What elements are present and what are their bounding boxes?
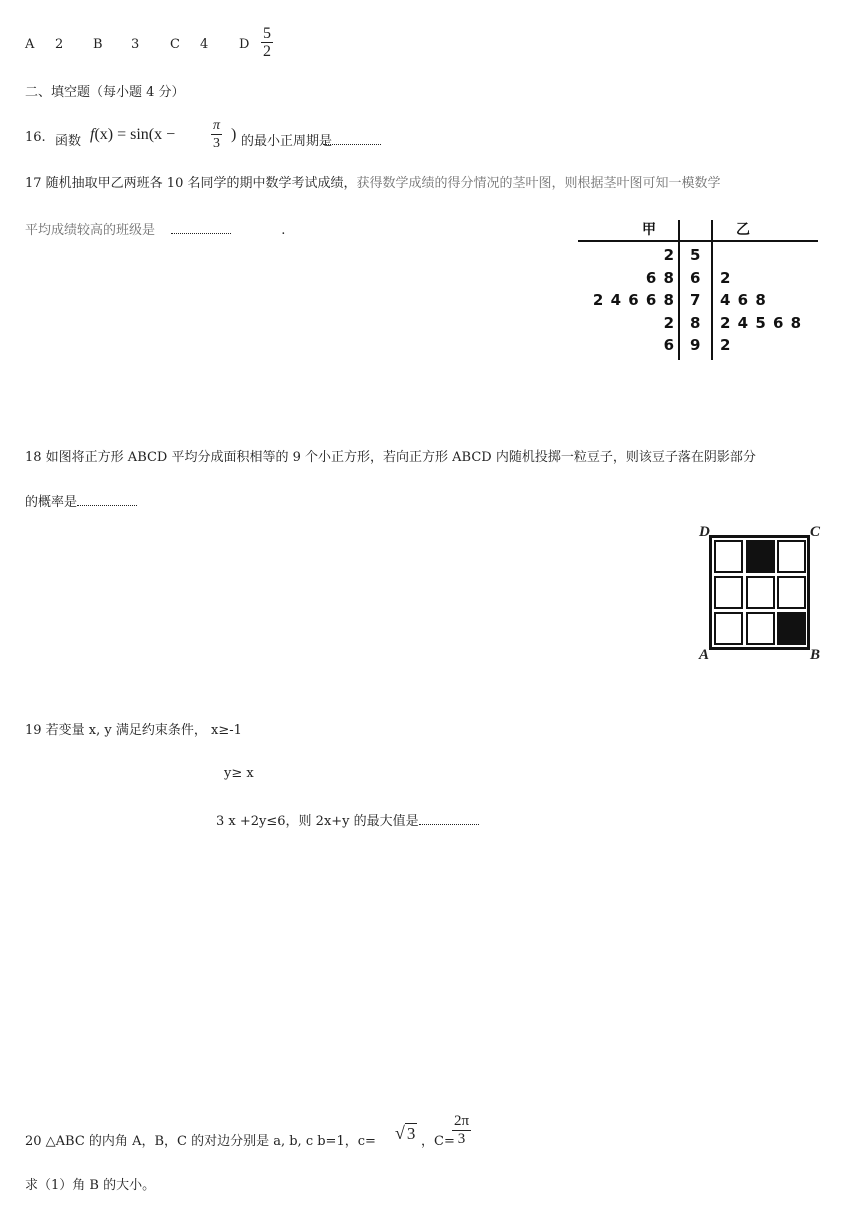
q18-answer-blank [77, 504, 137, 506]
q16-three: 3 [213, 136, 220, 151]
question-19-line1: 19 若变量 x, y 满足约束条件， x≥-1 [25, 723, 242, 738]
stem-leaf-right-divider [711, 220, 713, 360]
stem-leaf-left-header: 甲 [642, 222, 656, 238]
question-17-line2 [25, 219, 285, 238]
grid-cell [714, 576, 743, 609]
q17-period: . [281, 223, 286, 238]
stem-leaf-left-leaves: 6 8 [645, 268, 674, 287]
stem-leaf-right-leaves: 4 6 8 [720, 291, 766, 309]
q19-line3-text: 3 x +2y≤6，则 2x+y 的最大值是 [216, 814, 419, 829]
question-20-line1 [25, 1113, 505, 1160]
q16-number: 16. [25, 130, 46, 145]
grid-cell [777, 540, 806, 573]
q16-eq: = sin(x − [117, 126, 176, 143]
option-d-denominator: 2 [263, 43, 271, 60]
section-title: 二、填空题（每小题 4 分） [25, 85, 185, 100]
q16-pi: π [213, 118, 221, 133]
grid-cell-shaded [746, 540, 775, 573]
stem-leaf-right-leaves: 2 [720, 336, 731, 354]
stem-leaf-left-divider [678, 220, 680, 360]
option-c-letter: C [170, 37, 180, 52]
option-b-value: 3 [131, 37, 140, 52]
q20-frac-denominator: 3 [457, 1131, 466, 1147]
stem-leaf-right-leaves: 2 4 5 6 8 [720, 313, 802, 332]
stem-leaf-left-leaves: 6 [663, 336, 674, 354]
option-d-fraction [261, 25, 273, 60]
q19-answer-blank [419, 823, 479, 825]
stem-leaf-stem: 9 [690, 336, 701, 354]
q20-sqrt3: √ 3 [395, 1123, 416, 1143]
stem-leaf-top-line [578, 240, 818, 242]
option-c-value: 4 [200, 37, 209, 52]
corner-label-a: A [699, 647, 710, 663]
grid-cell [714, 540, 743, 573]
q17-text-gray: 获得数学成绩的得分情况的茎叶图，则根据茎叶图可知一模数学 [356, 176, 721, 191]
question-17-line1 [25, 172, 721, 191]
grid-cell [746, 612, 775, 645]
q16-x-paren: (x) [94, 126, 114, 143]
option-d-letter: D [239, 37, 250, 52]
stem-leaf-left-leaves: 2 4 6 6 8 [592, 291, 674, 309]
stem-leaf-stem: 6 [690, 268, 701, 287]
grid-cells [714, 540, 809, 648]
question-19-line3 [216, 810, 479, 829]
question-18-line2 [25, 491, 137, 510]
q20-mid: ，C= [421, 1134, 455, 1149]
q20-prefix: 20 △ABC 的内角 A，B，C 的对边分别是 a, b, c b=1，c= [25, 1134, 376, 1149]
q17-line2-text: 平均成绩较高的班级是 [25, 223, 156, 238]
grid-cell-shaded [777, 612, 806, 645]
corner-label-c: C [810, 524, 821, 540]
option-a-value: 2 [55, 37, 64, 52]
question-20-line2: 求（1）角 B 的大小。 [25, 1178, 156, 1193]
stem-leaf-plot [576, 216, 821, 361]
q16-close-paren: ) [231, 126, 237, 143]
grid-cell [714, 612, 743, 645]
stem-leaf-left-leaves: 2 [663, 246, 674, 264]
option-d-numerator: 5 [263, 25, 271, 42]
stem-leaf-stem: 7 [690, 291, 701, 309]
stem-leaf-right-leaves: 2 [720, 268, 731, 287]
q20-c-fraction [452, 1113, 471, 1148]
q20-sqrt-value: 3 [406, 1124, 416, 1143]
q16-answer-blank [323, 143, 381, 145]
stem-leaf-right-header: 乙 [736, 222, 750, 238]
question-18-line1: 18 如图将正方形 ABCD 平均分成面积相等的 9 个小正方形，若向正方形 ABCD 内随机投掷一粒豆子，则该豆子落在阴影部分 [25, 450, 756, 465]
q18-line2-text: 的概率是 [25, 495, 78, 510]
corner-label-d: D [699, 524, 710, 540]
q16-prefix: 函数 [55, 134, 82, 149]
q20-frac-numerator: 2π [454, 1113, 470, 1129]
grid-cell [746, 576, 775, 609]
grid-cell [777, 576, 806, 609]
q16-function-expression [90, 126, 175, 144]
stem-leaf-stem: 5 [690, 246, 701, 264]
q16-pi-over-3 [211, 117, 222, 152]
question-16 [25, 118, 425, 158]
corner-label-b: B [810, 647, 821, 663]
option-b-letter: B [93, 37, 103, 52]
question-19-line2: y≥ x [224, 766, 254, 781]
square-grid-figure [697, 521, 827, 669]
option-a-letter: A [25, 37, 35, 52]
q17-answer-blank [171, 232, 231, 234]
q16-f: f [90, 126, 95, 143]
q16-suffix: 的最小正周期是 [241, 134, 333, 149]
q17-text-black: 17 随机抽取甲乙两班各 10 名同学的期中数学考试成绩， [25, 176, 357, 191]
stem-leaf-stem: 8 [690, 313, 701, 332]
stem-leaf-left-leaves: 2 [663, 313, 674, 332]
